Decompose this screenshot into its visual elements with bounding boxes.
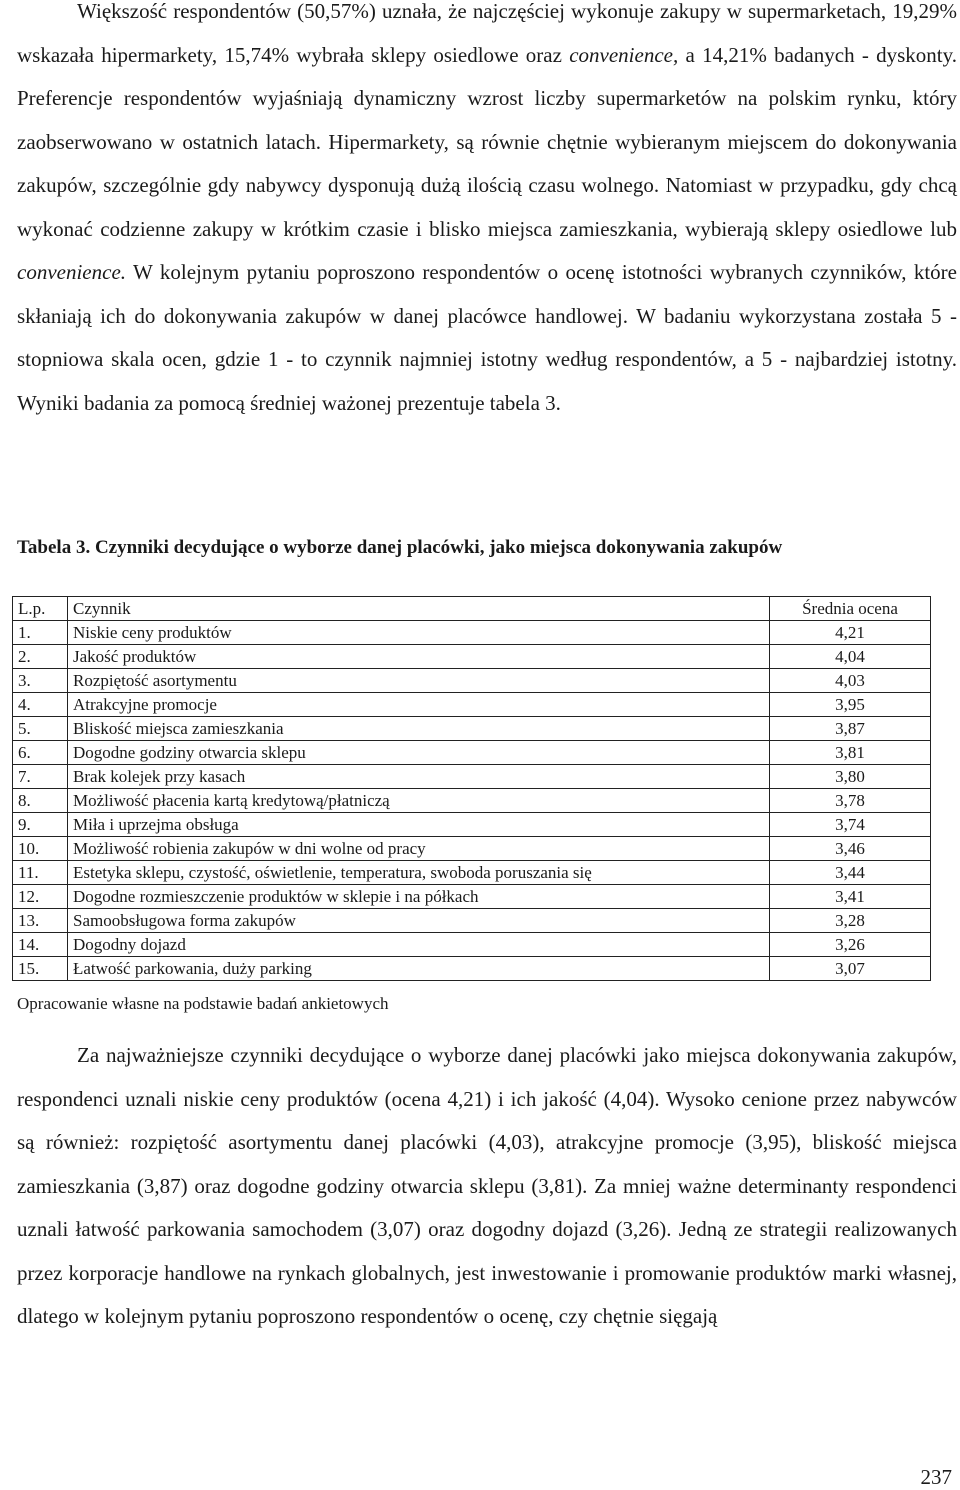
row-factor: Łatwość parkowania, duży parking [68, 957, 770, 981]
table-row [13, 837, 931, 861]
row-score: 3,87 [770, 717, 931, 741]
row-lp: 8. [13, 789, 68, 813]
table-row [13, 813, 931, 837]
intro-paragraph [17, 0, 957, 425]
row-score: 3,74 [770, 813, 931, 837]
row-score: 3,44 [770, 861, 931, 885]
table-row [13, 957, 931, 981]
intro-italic-1: convenience, [569, 42, 679, 67]
table-caption: Tabela 3. Czynniki decydujące o wyborze danej placówki, jako miejsca dokonywania zakupów [17, 537, 783, 558]
row-score: 3,28 [770, 909, 931, 933]
row-factor: Możliwość robienia zakupów w dni wolne od pracy [68, 837, 770, 861]
row-factor: Samoobsługowa forma zakupów [68, 909, 770, 933]
row-lp: 7. [13, 765, 68, 789]
row-score: 4,03 [770, 669, 931, 693]
row-score: 3,95 [770, 693, 931, 717]
header-lp: L.p. [13, 597, 68, 621]
row-factor: Możliwość płacenia kartą kredytową/płatniczą [68, 789, 770, 813]
table-row [13, 861, 931, 885]
table-row [13, 765, 931, 789]
row-factor: Rozpiętość asortymentu [68, 669, 770, 693]
row-lp: 11. [13, 861, 68, 885]
row-factor: Niskie ceny produktów [68, 621, 770, 645]
row-lp: 2. [13, 645, 68, 669]
row-lp: 1. [13, 621, 68, 645]
row-score: 4,04 [770, 645, 931, 669]
table-row [13, 645, 931, 669]
row-lp: 4. [13, 693, 68, 717]
table-header-row [13, 597, 931, 621]
row-factor: Brak kolejek przy kasach [68, 765, 770, 789]
row-factor: Dogodny dojazd [68, 933, 770, 957]
row-lp: 9. [13, 813, 68, 837]
row-score: 3,07 [770, 957, 931, 981]
row-lp: 13. [13, 909, 68, 933]
page-number: 237 [920, 1465, 952, 1489]
row-lp: 6. [13, 741, 68, 765]
table-row [13, 621, 931, 645]
table-row [13, 909, 931, 933]
row-score: 3,81 [770, 741, 931, 765]
factors-table [12, 596, 931, 981]
row-factor: Dogodne godziny otwarcia sklepu [68, 741, 770, 765]
conclusion-paragraph: Za najważniejsze czynniki decydujące o wyborze danej placówki jako miejsca dokonywania zakupów, respondenci uznali niskie ceny produktów (ocena 4,21) i ich jakość (4,04). Wysoko cenione przez nabywców są również: rozpiętość asortymentu danej placówki (4,03), atrakcyjne promocje (3,95), bliskość miejsca zamieszkania (3,87) oraz dogodne godziny otwarcia sklepu (3,81). Za mniej ważne determinanty respondenci uznali łatwość parkowania samochodem (3,07) oraz dogodny dojazd (3,26). Jedną ze strategii realizowanych przez korporacje handlowe na rynkach globalnych, jest inwestowanie i promowanie produktów marki własnej, dlatego w kolejnym pytaniu poproszono respondentów o ocenę, czy chętnie sięgają [17, 1043, 957, 1328]
table-source-note: Opracowanie własne na podstawie badań ankietowych [17, 994, 389, 1013]
row-score: 3,78 [770, 789, 931, 813]
row-factor: Atrakcyjne promocje [68, 693, 770, 717]
row-lp: 14. [13, 933, 68, 957]
table-row [13, 933, 931, 957]
table-row [13, 789, 931, 813]
table-row [13, 717, 931, 741]
row-score: 3,80 [770, 765, 931, 789]
row-lp: 10. [13, 837, 68, 861]
intro-text-2: a 14,21% badanych - dyskonty. Preferencje respondentów wyjaśniają dynamiczny wzrost liczby supermarketów na polskim rynku, który zaobserwowano w ostatnich latach. Hipermarkety, są równie chętnie wybieranym miejscem do dokonywania zakupów, szczególnie gdy nabywcy dysponują dużą ilością czasu wolnego. Natomiast w przypadku, gdy chcą wykonać codzienne zakupy w krótkim czasie i blisko miejsca zamieszkania, wybierają sklepy osiedlowe lub [17, 42, 958, 241]
row-factor: Estetyka sklepu, czystość, oświetlenie, temperatura, swoboda poruszania się [68, 861, 770, 885]
row-lp: 12. [13, 885, 68, 909]
intro-text-1: Większość respondentów (50,57%) uznała, że najczęściej wykonuje zakupy w supermarketach, 19,29% wskazała hipermarkety, 15,74% wybrała sklepy osiedlowe oraz [17, 0, 957, 67]
table-row [13, 885, 931, 909]
row-lp: 5. [13, 717, 68, 741]
row-lp: 3. [13, 669, 68, 693]
row-factor: Miła i uprzejma obsługa [68, 813, 770, 837]
row-factor: Jakość produktów [68, 645, 770, 669]
row-score: 3,46 [770, 837, 931, 861]
header-factor: Czynnik [68, 597, 770, 621]
table-row [13, 669, 931, 693]
table-row [13, 741, 931, 765]
row-score: 3,26 [770, 933, 931, 957]
header-score: Średnia ocena [770, 597, 931, 621]
table-row [13, 693, 931, 717]
intro-italic-2: convenience. [17, 260, 127, 284]
row-factor: Dogodne rozmieszczenie produktów w sklepie i na półkach [68, 885, 770, 909]
row-factor: Bliskość miejsca zamieszkania [68, 717, 770, 741]
intro-text-3: W kolejnym pytaniu poproszono respondentów o ocenę istotności wybranych czynników, które skłaniają ich do dokonywania zakupów w danej placówce handlowej. W badaniu wykorzystana została 5 - stopniowa skala ocen, gdzie 1 - to czynnik najmniej istotny według respondentów, a 5 - najbardziej istotny. Wyniki badania za pomocą średniej ważonej prezentuje tabela 3. [17, 260, 958, 415]
row-score: 4,21 [770, 621, 931, 645]
row-score: 3,41 [770, 885, 931, 909]
row-lp: 15. [13, 957, 68, 981]
